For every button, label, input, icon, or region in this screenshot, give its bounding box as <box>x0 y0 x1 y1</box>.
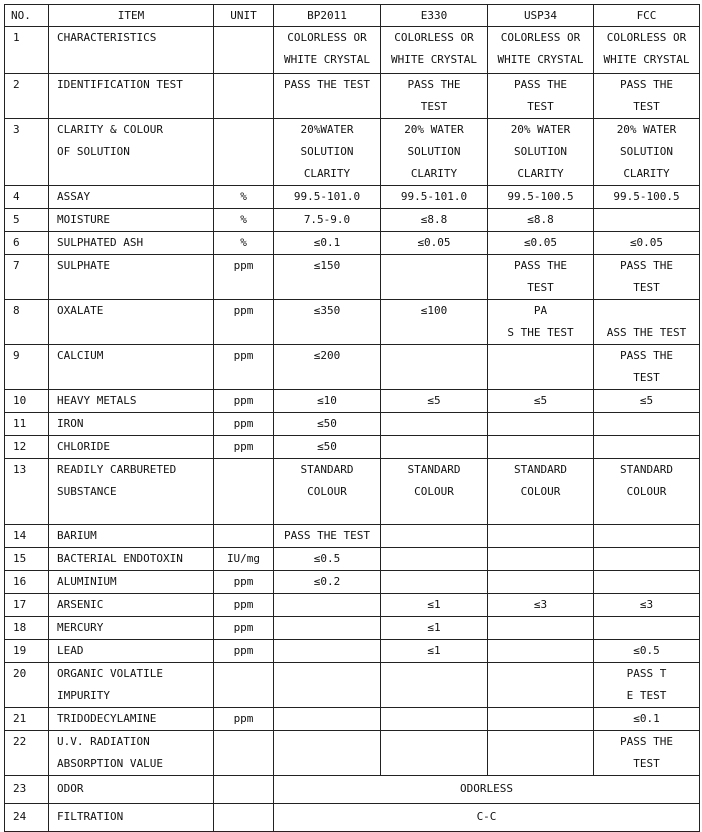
row-number: 18 <box>5 617 49 640</box>
table-row <box>5 390 700 413</box>
row-fcc: PASS THE TEST <box>594 345 700 390</box>
row-item: LEAD <box>49 640 214 663</box>
header-item: ITEM <box>49 5 214 27</box>
header-no: NO. <box>5 5 49 27</box>
row-unit <box>214 74 274 119</box>
table-row <box>5 776 700 804</box>
table-row <box>5 617 700 640</box>
table-row <box>5 186 700 209</box>
row-unit <box>214 663 274 708</box>
row-item: ARSENIC <box>49 594 214 617</box>
row-usp34 <box>488 640 594 663</box>
table-row <box>5 571 700 594</box>
row-unit: ppm <box>214 571 274 594</box>
row-unit: ppm <box>214 640 274 663</box>
row-bp2011 <box>274 708 381 731</box>
row-e330 <box>381 548 488 571</box>
row-bp2011: ≤50 <box>274 436 381 459</box>
row-fcc: PASS THE TEST <box>594 731 700 776</box>
row-bp2011: PASS THE TEST <box>274 525 381 548</box>
row-bp2011: ≤50 <box>274 413 381 436</box>
header-bp2011: BP2011 <box>274 5 381 27</box>
header-fcc: FCC <box>594 5 700 27</box>
row-merged-value: C-C <box>274 804 700 832</box>
row-e330 <box>381 345 488 390</box>
row-usp34: ≤5 <box>488 390 594 413</box>
row-item: BACTERIAL ENDOTOXIN <box>49 548 214 571</box>
row-number: 16 <box>5 571 49 594</box>
table-row <box>5 255 700 300</box>
table-row <box>5 300 700 345</box>
row-bp2011 <box>274 731 381 776</box>
row-merged-value: ODORLESS <box>274 776 700 804</box>
row-number: 12 <box>5 436 49 459</box>
row-number: 19 <box>5 640 49 663</box>
row-item: CLARITY & COLOUR OF SOLUTION <box>49 119 214 186</box>
row-item: CHLORIDE <box>49 436 214 459</box>
row-bp2011 <box>274 663 381 708</box>
row-fcc: ≤5 <box>594 390 700 413</box>
row-usp34 <box>488 525 594 548</box>
row-usp34 <box>488 617 594 640</box>
specification-table <box>4 4 700 832</box>
row-unit: ppm <box>214 617 274 640</box>
table-row <box>5 74 700 119</box>
row-fcc: STANDARD COLOUR <box>594 459 700 525</box>
row-e330: ≤1 <box>381 640 488 663</box>
row-e330: ≤5 <box>381 390 488 413</box>
row-number: 6 <box>5 232 49 255</box>
row-fcc <box>594 436 700 459</box>
row-unit: ppm <box>214 436 274 459</box>
row-number: 11 <box>5 413 49 436</box>
row-e330 <box>381 731 488 776</box>
table-row <box>5 663 700 708</box>
row-fcc <box>594 413 700 436</box>
row-usp34 <box>488 436 594 459</box>
header-row <box>5 5 700 27</box>
row-unit <box>214 776 274 804</box>
table-body <box>5 27 700 832</box>
row-bp2011: ≤10 <box>274 390 381 413</box>
row-number: 2 <box>5 74 49 119</box>
header-e330: E330 <box>381 5 488 27</box>
row-bp2011: ≤150 <box>274 255 381 300</box>
row-number: 4 <box>5 186 49 209</box>
header-usp34: USP34 <box>488 5 594 27</box>
row-unit <box>214 525 274 548</box>
row-item: IDENTIFICATION TEST <box>49 74 214 119</box>
table-row <box>5 594 700 617</box>
row-item: READILY CARBURETED SUBSTANCE <box>49 459 214 525</box>
row-bp2011: ≤200 <box>274 345 381 390</box>
row-usp34 <box>488 345 594 390</box>
row-e330 <box>381 708 488 731</box>
row-unit: IU/mg <box>214 548 274 571</box>
table-row <box>5 27 700 74</box>
row-usp34 <box>488 413 594 436</box>
row-item: ALUMINIUM <box>49 571 214 594</box>
row-number: 1 <box>5 27 49 74</box>
row-fcc <box>594 548 700 571</box>
header-unit: UNIT <box>214 5 274 27</box>
table-row <box>5 436 700 459</box>
row-item: TRIDODECYLAMINE <box>49 708 214 731</box>
row-number: 5 <box>5 209 49 232</box>
row-unit <box>214 731 274 776</box>
row-usp34: STANDARD COLOUR <box>488 459 594 525</box>
row-e330 <box>381 413 488 436</box>
row-bp2011: 7.5-9.0 <box>274 209 381 232</box>
row-e330: 20% WATER SOLUTION CLARITY <box>381 119 488 186</box>
row-e330: COLORLESS OR WHITE CRYSTAL <box>381 27 488 74</box>
row-fcc <box>594 571 700 594</box>
row-number: 22 <box>5 731 49 776</box>
row-item: U.V. RADIATION ABSORPTION VALUE <box>49 731 214 776</box>
row-e330 <box>381 436 488 459</box>
row-number: 10 <box>5 390 49 413</box>
row-bp2011: ≤0.2 <box>274 571 381 594</box>
row-e330: 99.5-101.0 <box>381 186 488 209</box>
row-number: 13 <box>5 459 49 525</box>
row-unit <box>214 27 274 74</box>
row-number: 24 <box>5 804 49 832</box>
table-row <box>5 459 700 525</box>
row-fcc: ≤3 <box>594 594 700 617</box>
row-item: SULPHATE <box>49 255 214 300</box>
table-row <box>5 413 700 436</box>
row-fcc: 99.5-100.5 <box>594 186 700 209</box>
row-bp2011: 20%WATER SOLUTION CLARITY <box>274 119 381 186</box>
row-number: 15 <box>5 548 49 571</box>
row-fcc <box>594 525 700 548</box>
table-row <box>5 548 700 571</box>
row-usp34: ≤0.05 <box>488 232 594 255</box>
table-row <box>5 232 700 255</box>
table-row <box>5 525 700 548</box>
row-e330 <box>381 525 488 548</box>
row-usp34 <box>488 708 594 731</box>
table-row <box>5 640 700 663</box>
row-bp2011: ≤350 <box>274 300 381 345</box>
row-e330: ≤1 <box>381 617 488 640</box>
row-fcc: ≤0.05 <box>594 232 700 255</box>
row-unit: % <box>214 186 274 209</box>
row-e330: ≤0.05 <box>381 232 488 255</box>
row-bp2011: PASS THE TEST <box>274 74 381 119</box>
row-bp2011 <box>274 617 381 640</box>
row-item: IRON <box>49 413 214 436</box>
row-item: ODOR <box>49 776 214 804</box>
row-usp34: 20% WATER SOLUTION CLARITY <box>488 119 594 186</box>
row-unit: % <box>214 209 274 232</box>
row-usp34: COLORLESS OR WHITE CRYSTAL <box>488 27 594 74</box>
row-item: HEAVY METALS <box>49 390 214 413</box>
table-row <box>5 708 700 731</box>
row-fcc: 20% WATER SOLUTION CLARITY <box>594 119 700 186</box>
row-item: ORGANIC VOLATILE IMPURITY <box>49 663 214 708</box>
row-usp34: 99.5-100.5 <box>488 186 594 209</box>
row-e330: STANDARD COLOUR <box>381 459 488 525</box>
table-row <box>5 119 700 186</box>
row-unit: ppm <box>214 390 274 413</box>
table-row <box>5 209 700 232</box>
table-row <box>5 731 700 776</box>
row-bp2011 <box>274 594 381 617</box>
row-number: 3 <box>5 119 49 186</box>
row-bp2011 <box>274 640 381 663</box>
row-number: 21 <box>5 708 49 731</box>
row-unit: % <box>214 232 274 255</box>
row-e330: ≤8.8 <box>381 209 488 232</box>
row-number: 8 <box>5 300 49 345</box>
row-bp2011: 99.5-101.0 <box>274 186 381 209</box>
row-unit: ppm <box>214 708 274 731</box>
row-fcc: PASS THE TEST <box>594 255 700 300</box>
table-row <box>5 345 700 390</box>
table-row <box>5 804 700 832</box>
row-item: FILTRATION <box>49 804 214 832</box>
row-unit <box>214 119 274 186</box>
row-usp34 <box>488 663 594 708</box>
row-e330: ≤100 <box>381 300 488 345</box>
row-number: 7 <box>5 255 49 300</box>
row-fcc: PASS T E TEST <box>594 663 700 708</box>
row-e330: PASS THE TEST <box>381 74 488 119</box>
row-e330 <box>381 663 488 708</box>
row-e330 <box>381 255 488 300</box>
row-fcc: COLORLESS OR WHITE CRYSTAL <box>594 27 700 74</box>
row-bp2011: ≤0.5 <box>274 548 381 571</box>
row-usp34: PASS THE TEST <box>488 255 594 300</box>
row-e330 <box>381 571 488 594</box>
row-unit: ppm <box>214 594 274 617</box>
row-number: 9 <box>5 345 49 390</box>
row-number: 23 <box>5 776 49 804</box>
row-item: CALCIUM <box>49 345 214 390</box>
row-bp2011: COLORLESS OR WHITE CRYSTAL <box>274 27 381 74</box>
row-unit: ppm <box>214 413 274 436</box>
row-unit <box>214 459 274 525</box>
row-usp34: PASS THE TEST <box>488 74 594 119</box>
row-fcc: ≤0.5 <box>594 640 700 663</box>
row-item: OXALATE <box>49 300 214 345</box>
row-fcc <box>594 209 700 232</box>
row-unit: ppm <box>214 345 274 390</box>
row-fcc: ≤0.1 <box>594 708 700 731</box>
row-usp34: ≤8.8 <box>488 209 594 232</box>
row-fcc: PASS THE TEST <box>594 74 700 119</box>
row-number: 17 <box>5 594 49 617</box>
row-unit: ppm <box>214 255 274 300</box>
row-fcc: ASS THE TEST <box>594 300 700 345</box>
row-bp2011: ≤0.1 <box>274 232 381 255</box>
row-item: CHARACTERISTICS <box>49 27 214 74</box>
row-e330: ≤1 <box>381 594 488 617</box>
row-number: 20 <box>5 663 49 708</box>
row-usp34: ≤3 <box>488 594 594 617</box>
row-usp34 <box>488 731 594 776</box>
row-unit: ppm <box>214 300 274 345</box>
row-item: ASSAY <box>49 186 214 209</box>
row-usp34 <box>488 571 594 594</box>
row-bp2011: STANDARD COLOUR <box>274 459 381 525</box>
row-item: MERCURY <box>49 617 214 640</box>
row-item: MOISTURE <box>49 209 214 232</box>
row-usp34 <box>488 548 594 571</box>
row-item: SULPHATED ASH <box>49 232 214 255</box>
row-fcc <box>594 617 700 640</box>
row-usp34: PA S THE TEST <box>488 300 594 345</box>
row-item: BARIUM <box>49 525 214 548</box>
row-number: 14 <box>5 525 49 548</box>
row-unit <box>214 804 274 832</box>
